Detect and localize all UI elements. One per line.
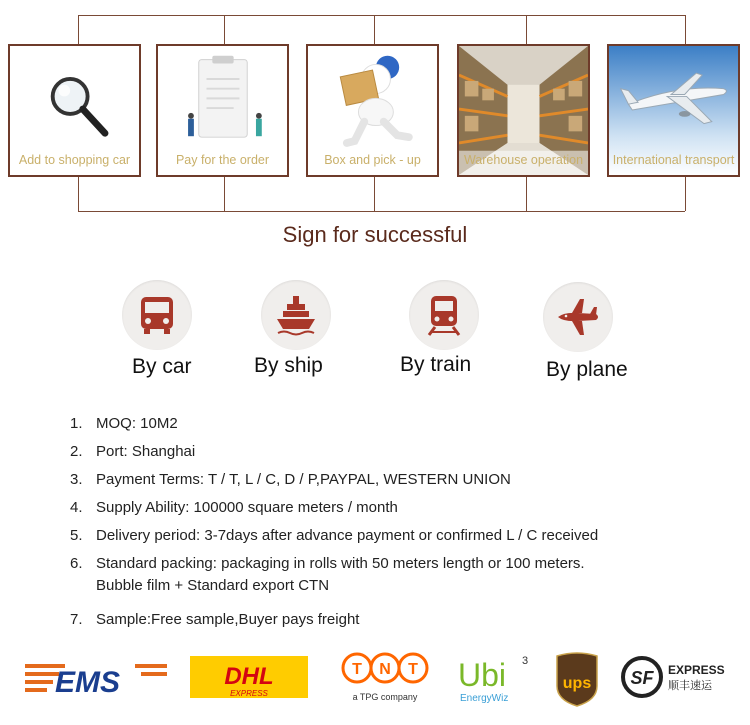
transport-label: By plane: [546, 358, 628, 381]
plane-icon: [556, 295, 600, 339]
connector-line: [526, 177, 527, 211]
ship-icon: [274, 293, 318, 337]
transport-circle: [122, 280, 192, 350]
details-list: [70, 413, 598, 637]
transport-label: By train: [400, 353, 472, 376]
connector-line: [685, 177, 686, 211]
step-caption: International transport: [612, 153, 735, 167]
transport-circle: [409, 280, 479, 350]
svg-text:顺丰速运: 顺丰速运: [668, 679, 712, 692]
ems-logo: [25, 650, 167, 708]
connector-line: [78, 15, 685, 16]
step-card-transport: [607, 44, 740, 177]
list-item: 2. Port: Shanghai: [70, 443, 196, 460]
svg-text:3: 3: [522, 655, 529, 667]
list-item: 3. Payment Terms: T / T, L / C, D / P,PAYPAL, WESTERN UNION: [70, 471, 511, 488]
step-caption: Box and pick - up: [324, 153, 421, 167]
transport-circle: [261, 280, 331, 350]
svg-text:a TPG company: a TPG company: [352, 692, 418, 702]
transport-label: By ship: [254, 354, 323, 377]
list-item: 5. Delivery period: 3-7days after advance payment or confirmed L / C received: [70, 527, 599, 544]
svg-text:T: T: [408, 661, 418, 678]
list-item: 4. Supply Ability: 100000 square meters / month: [70, 499, 398, 516]
transport-circle: [543, 282, 613, 352]
connector-line: [78, 211, 685, 212]
svg-text:EXPRESS: EXPRESS: [230, 689, 268, 698]
step-caption: Add to shopping car: [18, 153, 131, 167]
svg-text:ups: ups: [562, 675, 592, 692]
step-card-pickup: [306, 44, 439, 177]
svg-text:SF: SF: [630, 668, 654, 688]
step-card-payment: [156, 44, 289, 177]
list-item: 1. MOQ: 10M2: [70, 415, 178, 432]
list-item: 6. Standard packing: packaging in rolls with 50 meters length or 100 meters. Bubble film + Standard export CTN: [70, 555, 585, 594]
ups-logo: [555, 650, 599, 708]
list-item: 7. Sample:Free sample,Buyer pays freight: [70, 611, 360, 628]
svg-text:N: N: [379, 661, 391, 678]
bus-icon: [135, 293, 179, 337]
final-step-title: Sign for successful: [282, 222, 468, 247]
step-card-warehouse: [457, 44, 590, 177]
svg-text:EXPRESS: EXPRESS: [668, 663, 725, 677]
svg-text:EMS: EMS: [55, 666, 121, 699]
step-caption: Pay for the order: [175, 153, 270, 167]
connector-line: [224, 15, 225, 44]
tnt-logo: [330, 650, 440, 708]
connector-line: [685, 15, 686, 44]
connector-line: [526, 15, 527, 44]
svg-text:DHL: DHL: [224, 663, 274, 690]
step-card-shopping: [8, 44, 141, 177]
connector-line: [374, 15, 375, 44]
connector-line: [224, 177, 225, 211]
svg-text:EnergyWiz: EnergyWiz: [460, 693, 509, 704]
step-caption: Warehouse operation: [463, 153, 584, 167]
svg-text:Ubi: Ubi: [458, 657, 507, 693]
connector-line: [374, 177, 375, 211]
ubi-logo: [458, 650, 538, 708]
train-icon: [422, 293, 466, 337]
svg-text:T: T: [352, 661, 362, 678]
dhl-logo: [190, 650, 308, 708]
connector-line: [78, 15, 79, 44]
transport-label: By car: [132, 355, 192, 378]
connector-line: [78, 177, 79, 211]
sf-express-logo: [620, 650, 730, 708]
